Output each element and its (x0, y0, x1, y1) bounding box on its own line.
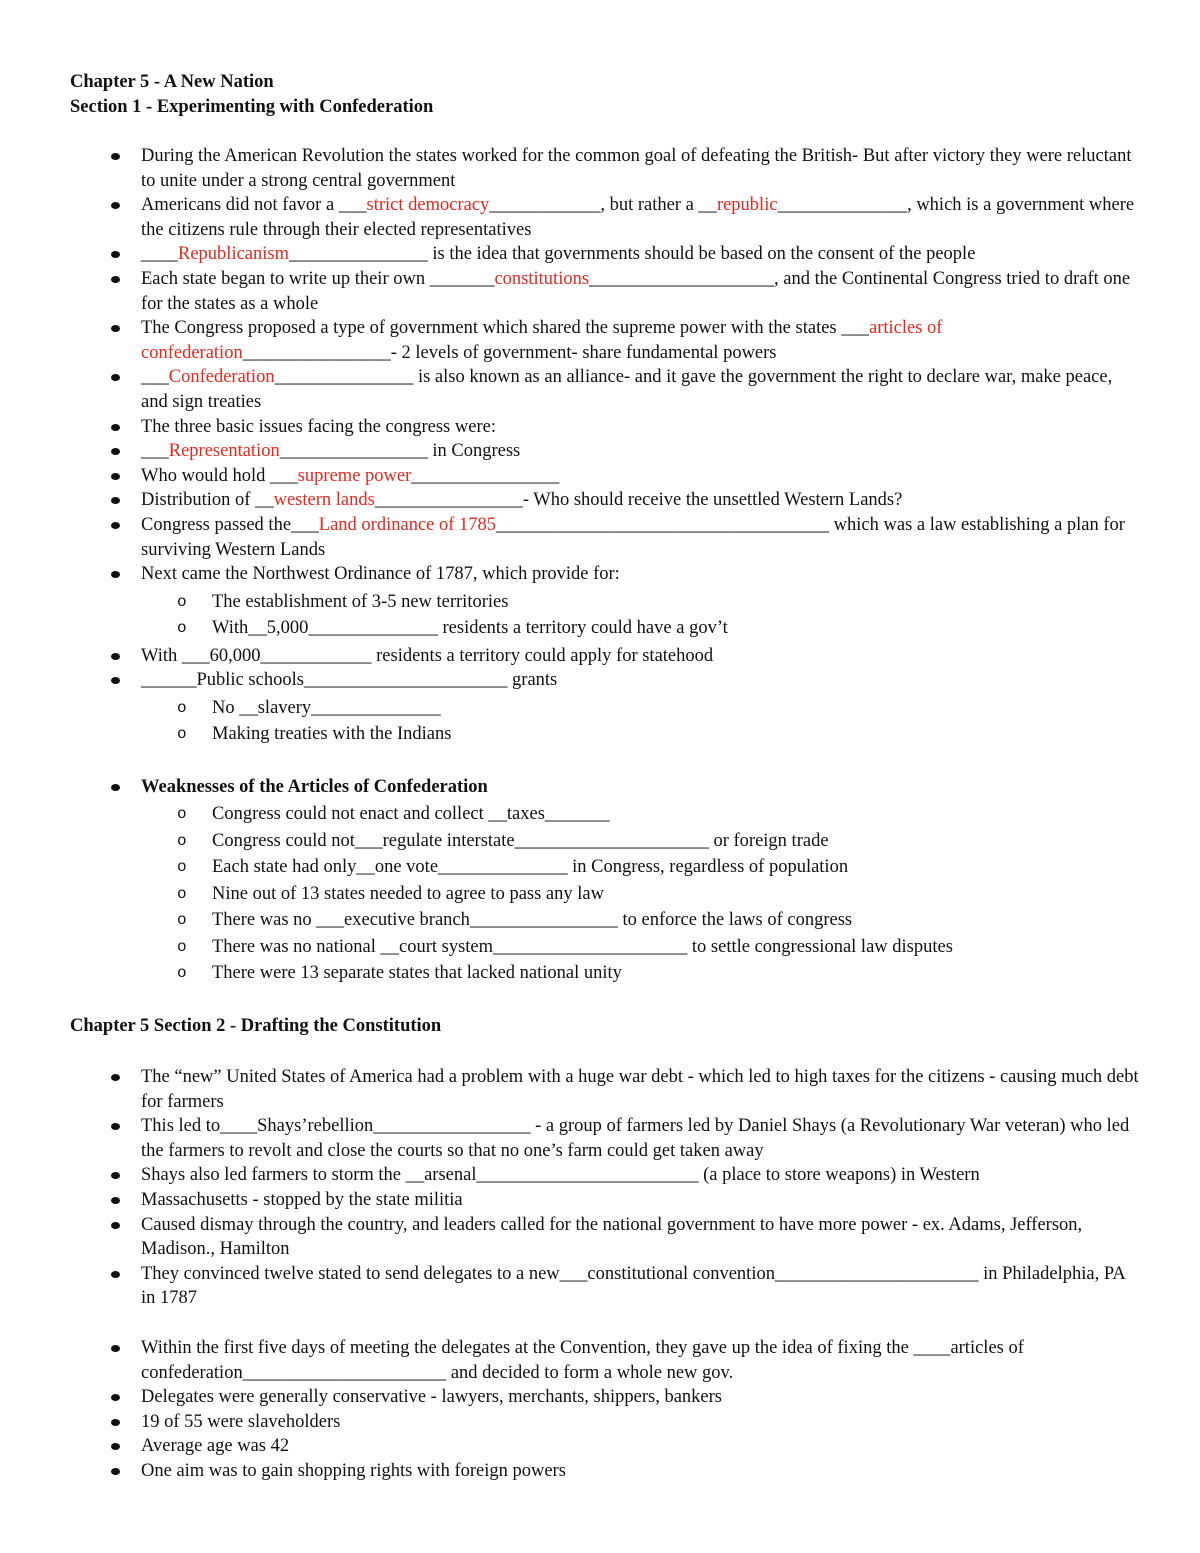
list-item: One aim was to gain shopping rights with foreign powers (70, 1459, 1140, 1484)
list-item: ____Republicanism_______________ is the idea that governments should be based on the consent of the people (70, 242, 1140, 267)
list-item: They convinced twelve stated to send delegates to a new___constitutional convention______________________ in Philadelphia, PA in 1787 (70, 1262, 1140, 1311)
answer-text: strict democracy (366, 195, 490, 216)
section2-list (70, 1065, 1140, 1311)
list-item: During the American Revolution the states worked for the common goal of defeating the British- But after victory they were reluctant to unite under a strong central government (70, 144, 1140, 193)
chapter-heading: Chapter 5 - A New Nation (70, 72, 274, 92)
list-item: Congress passed the___Land ordinance of 1785____________________________________ which was a law establishing a plan for surviving Western Lands (70, 513, 1140, 562)
weaknesses-list (70, 775, 1140, 987)
section1-heading: Section 1 - Experimenting with Confederation (70, 97, 434, 117)
list-item: Each state began to write up their own _______constitutions____________________, and the Continental Congress tried to draft one for the states as a whole (70, 267, 1140, 316)
list-item: ___Confederation_______________ is also known as an alliance- and it gave the government the right to declare war, make peace, and sign treaties (70, 365, 1140, 414)
section2-list-continued (70, 1336, 1140, 1484)
sublist-container (70, 589, 1140, 642)
sublist-container (70, 801, 1140, 987)
answer-text: supreme power (297, 465, 412, 486)
sublist-item: o With__5,000______________ residents a territory could have a gov’t (70, 615, 1140, 642)
list-item: The Congress proposed a type of government which shared the supreme power with the states ___articles of confederation________________- 2 levels of government- share fundamental powers (70, 316, 1140, 365)
list-item: Shays also led farmers to storm the __arsenal________________________ (a place to store weapons) in Western (70, 1163, 1140, 1188)
list-item: Next came the Northwest Ordinance of 1787, which provide for: (70, 562, 1140, 587)
sublist-item: o Congress could not enact and collect __taxes_______ (70, 801, 1140, 828)
list-item: Distribution of __western lands________________- Who should receive the unsettled Western Lands? (70, 488, 1140, 513)
sublist-item: o There were 13 separate states that lacked national unity (70, 960, 1140, 987)
list-item: ______Public schools______________________ grants (70, 668, 1140, 693)
list-item: The “new” United States of America had a problem with a huge war debt - which led to high taxes for the citizens - causing much debt for farmers (70, 1065, 1140, 1114)
answer-text: Representation (168, 441, 280, 462)
document-page (70, 70, 1140, 1483)
list-item: This led to____Shays’rebellion_________________ - a group of farmers led by Daniel Shays (a Revolutionary War veteran) who led the farmers to revolt and close the courts so that no one’s farm could get taken away (70, 1114, 1140, 1163)
sublist-item: o There was no ___executive branch________________ to enforce the laws of congress (70, 907, 1140, 934)
northwest-sublist (70, 589, 1140, 642)
sublist-container (70, 695, 1140, 748)
section2-heading: Chapter 5 Section 2 - Drafting the Constitution (70, 1015, 442, 1036)
answer-text: constitutions (494, 268, 590, 289)
list-item: Who would hold ___supreme power________________ (70, 464, 1140, 489)
weaknesses-heading: Weaknesses of the Articles of Confederation (70, 775, 1140, 800)
list-item: Caused dismay through the country, and leaders called for the national government to have more power - ex. Adams, Jefferson, Madison., Hamilton (70, 1213, 1140, 1262)
list-item: ___Representation________________ in Congress (70, 439, 1140, 464)
answer-text: Confederation (168, 367, 275, 388)
sublist-item: o Each state had only__one vote______________ in Congress, regardless of population (70, 854, 1140, 881)
answer-text: western lands (273, 490, 375, 511)
answer-text: Land ordinance of 1785 (318, 514, 497, 535)
list-item: Average age was 42 (70, 1434, 1140, 1459)
list-item: Within the first five days of meeting the delegates at the Convention, they gave up the idea of fixing the ____articles of confederation______________________ and decided to form a whole new gov. (70, 1336, 1140, 1385)
list-item: Americans did not favor a ___strict democracy____________, but rather a __republic______________, which is a government where the citizens rule through their elected representatives (70, 193, 1140, 242)
answer-text: articles of confederation (141, 318, 943, 363)
list-item: With ___60,000____________ residents a territory could apply for statehood (70, 644, 1140, 669)
list-item: 19 of 55 were slaveholders (70, 1410, 1140, 1435)
sublist-item: o There was no national __court system_____________________ to settle congressional law disputes (70, 934, 1140, 961)
sublist-item: o The establishment of 3-5 new territories (70, 589, 1140, 616)
sublist-item: o No __slavery______________ (70, 695, 1140, 722)
list-item: Massachusetts - stopped by the state militia (70, 1188, 1140, 1213)
sublist-item: o Making treaties with the Indians (70, 721, 1140, 748)
schools-sublist (70, 695, 1140, 748)
list-item: The three basic issues facing the congress were: (70, 415, 1140, 440)
answer-text: republic (716, 195, 778, 216)
sublist-item: o Congress could not___regulate interstate_____________________ or foreign trade (70, 828, 1140, 855)
answer-text: Republicanism (178, 244, 289, 265)
section1-list (70, 144, 1140, 748)
list-item: Delegates were generally conservative - lawyers, merchants, shippers, bankers (70, 1385, 1140, 1410)
weaknesses-sublist (70, 801, 1140, 987)
sublist-item: o Nine out of 13 states needed to agree to pass any law (70, 881, 1140, 908)
